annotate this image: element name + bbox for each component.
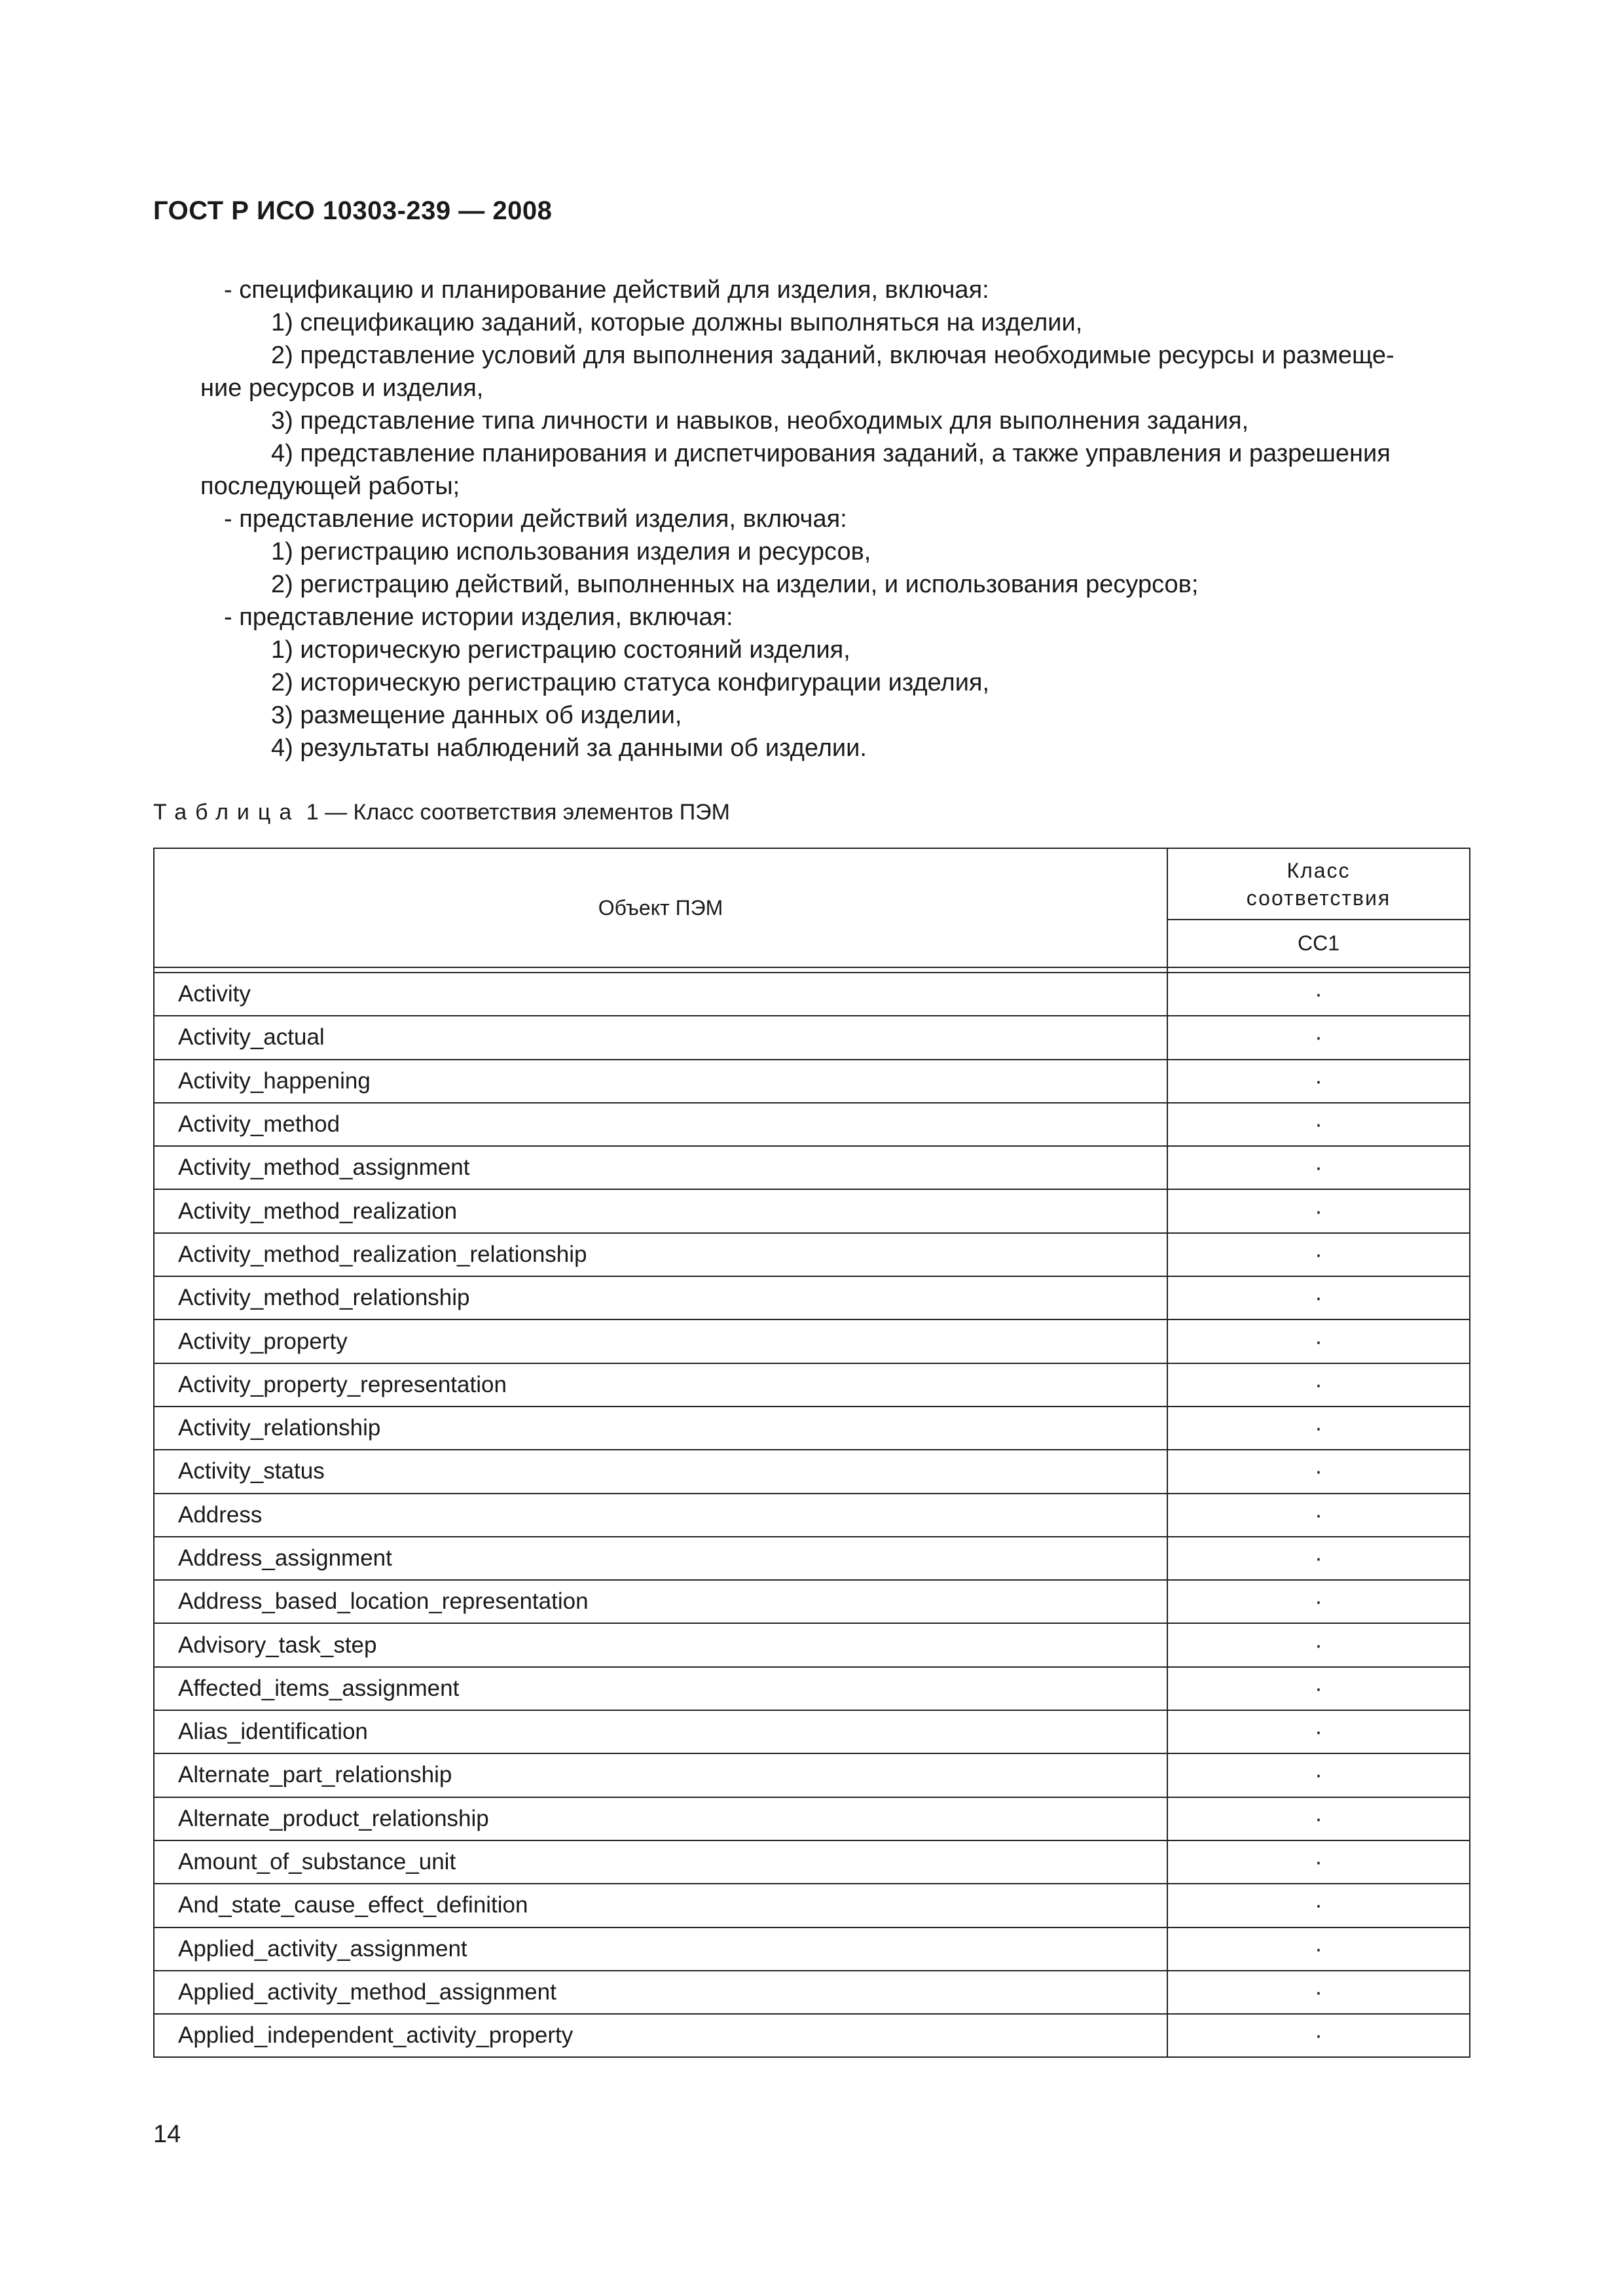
header-cc1: CC1 <box>1167 920 1470 967</box>
cc1-value-cell: · <box>1167 1276 1470 1319</box>
conformance-table <box>153 848 1470 2058</box>
cc1-value-cell: · <box>1167 1537 1470 1580</box>
paragraph-line: 1) регистрацию использования изделия и ресурсов, <box>271 538 871 565</box>
cc1-value-cell: · <box>1167 1407 1470 1450</box>
header-class-line2: соответствия <box>1246 886 1391 910</box>
paragraph-line: 2) историческую регистрацию статуса конфигурации изделия, <box>271 669 990 696</box>
table-row <box>154 1494 1470 1537</box>
paragraph-line: 2) представление условий для выполнения заданий, включая необходимые ресурсы и размеще- <box>271 342 1395 369</box>
object-name-cell: Activity_happening <box>154 1060 1167 1103</box>
object-name-cell: Activity_method_relationship <box>154 1276 1167 1319</box>
object-name-cell: Address_based_location_representation <box>154 1580 1167 1623</box>
cc1-value-cell: · <box>1167 1623 1470 1666</box>
cc1-value-cell: · <box>1167 1797 1470 1840</box>
object-name-cell: Activity_method_assignment <box>154 1146 1167 1189</box>
cc1-value-cell: · <box>1167 1884 1470 1927</box>
object-name-cell: Address_assignment <box>154 1537 1167 1580</box>
table-header-row <box>154 848 1470 920</box>
table-row <box>154 1797 1470 1840</box>
table-row <box>154 1971 1470 2014</box>
header-conformance-class <box>1167 848 1470 920</box>
table-row <box>154 1884 1470 1927</box>
object-name-cell: Alternate_product_relationship <box>154 1797 1167 1840</box>
table-row <box>154 1276 1470 1319</box>
body-text <box>200 274 1477 764</box>
paragraph-line: - представление истории изделия, включая: <box>224 603 733 631</box>
cc1-value-cell: · <box>1167 1710 1470 1753</box>
cc1-value-cell: · <box>1167 1928 1470 1971</box>
object-name-cell: Amount_of_substance_unit <box>154 1840 1167 1884</box>
cc1-value-cell: · <box>1167 1319 1470 1363</box>
table-row <box>154 1580 1470 1623</box>
object-name-cell: Activity_relationship <box>154 1407 1167 1450</box>
paragraph-line: 4) результаты наблюдений за данными об изделии. <box>271 734 867 762</box>
object-name-cell: Applied_activity_method_assignment <box>154 1971 1167 2014</box>
paragraph-line: - представление истории действий изделия, включая: <box>224 505 847 533</box>
table-row <box>154 973 1470 1016</box>
object-name-cell: Advisory_task_step <box>154 1623 1167 1666</box>
object-name-cell: Activity_property <box>154 1319 1167 1363</box>
paragraph-line: 2) регистрацию действий, выполненных на изделии, и использования ресурсов; <box>271 571 1199 598</box>
object-name-cell: Applied_independent_activity_property <box>154 2014 1167 2057</box>
object-name-cell: Alternate_part_relationship <box>154 1753 1167 1797</box>
table-row <box>154 1623 1470 1666</box>
table-row <box>154 1363 1470 1407</box>
cc1-value-cell: · <box>1167 1016 1470 1059</box>
object-name-cell: Alias_identification <box>154 1710 1167 1753</box>
table-row <box>154 1189 1470 1232</box>
cc1-value-cell: · <box>1167 1753 1470 1797</box>
table-row <box>154 1016 1470 1059</box>
table-row <box>154 1103 1470 1146</box>
cc1-value-cell: · <box>1167 1971 1470 2014</box>
cc1-value-cell: · <box>1167 1233 1470 1276</box>
table-caption-prefix: Таблица <box>153 800 301 825</box>
table-row <box>154 1710 1470 1753</box>
object-name-cell: Activity_method_realization <box>154 1189 1167 1232</box>
table-row <box>154 1928 1470 1971</box>
object-name-cell: Activity_property_representation <box>154 1363 1167 1407</box>
object-name-cell: Applied_activity_assignment <box>154 1928 1167 1971</box>
table-row <box>154 1753 1470 1797</box>
paragraph-line: 3) размещение данных об изделии, <box>271 702 682 729</box>
object-name-cell: Activity_method <box>154 1103 1167 1146</box>
object-name-cell: And_state_cause_effect_definition <box>154 1884 1167 1927</box>
object-name-cell: Activity <box>154 973 1167 1016</box>
paragraph-line: ние ресурсов и изделия, <box>200 374 484 402</box>
separator-cell <box>154 967 1167 973</box>
document-header: ГОСТ Р ИСО 10303-239 — 2008 <box>153 196 553 225</box>
cc1-value-cell: · <box>1167 1363 1470 1407</box>
paragraph-line: последующей работы; <box>200 473 460 500</box>
table-row <box>154 1060 1470 1103</box>
paragraph-line: 3) представление типа личности и навыков, необходимых для выполнения задания, <box>271 407 1249 435</box>
page-number: 14 <box>153 2121 181 2148</box>
cc1-value-cell: · <box>1167 1580 1470 1623</box>
header-class-line1: Класс <box>1286 858 1351 882</box>
cc1-value-cell: · <box>1167 2014 1470 2057</box>
table-row <box>154 1146 1470 1189</box>
table-row <box>154 1233 1470 1276</box>
table-row <box>154 1840 1470 1884</box>
object-name-cell: Affected_items_assignment <box>154 1667 1167 1710</box>
object-name-cell: Activity_status <box>154 1450 1167 1493</box>
paragraph-line: 1) спецификацию заданий, которые должны выполняться на изделии, <box>271 309 1083 336</box>
table-row <box>154 1407 1470 1450</box>
cc1-value-cell: · <box>1167 1189 1470 1232</box>
cc1-value-cell: · <box>1167 1450 1470 1493</box>
header-object: Объект ПЭМ <box>154 848 1167 967</box>
paragraph-line: - спецификацию и планирование действий для изделия, включая: <box>224 276 989 304</box>
cc1-value-cell: · <box>1167 1494 1470 1537</box>
cc1-value-cell: · <box>1167 1103 1470 1146</box>
object-name-cell: Activity_method_realization_relationship <box>154 1233 1167 1276</box>
cc1-value-cell: · <box>1167 1667 1470 1710</box>
table-caption-title: 1 — Класс соответствия элементов ПЭМ <box>300 800 730 825</box>
cc1-value-cell: · <box>1167 973 1470 1016</box>
table-row <box>154 2014 1470 2057</box>
table-row <box>154 1667 1470 1710</box>
table-row <box>154 1319 1470 1363</box>
table-caption <box>153 800 730 825</box>
table-row <box>154 1450 1470 1493</box>
header-separator <box>154 967 1470 973</box>
cc1-value-cell: · <box>1167 1060 1470 1103</box>
table-row <box>154 1537 1470 1580</box>
separator-cell <box>1167 967 1470 973</box>
object-name-cell: Activity_actual <box>154 1016 1167 1059</box>
cc1-value-cell: · <box>1167 1146 1470 1189</box>
cc1-value-cell: · <box>1167 1840 1470 1884</box>
paragraph-line: 1) историческую регистрацию состояний изделия, <box>271 636 850 664</box>
object-name-cell: Address <box>154 1494 1167 1537</box>
paragraph-line: 4) представление планирования и диспетчирования заданий, а также управления и разрешения <box>271 440 1391 467</box>
